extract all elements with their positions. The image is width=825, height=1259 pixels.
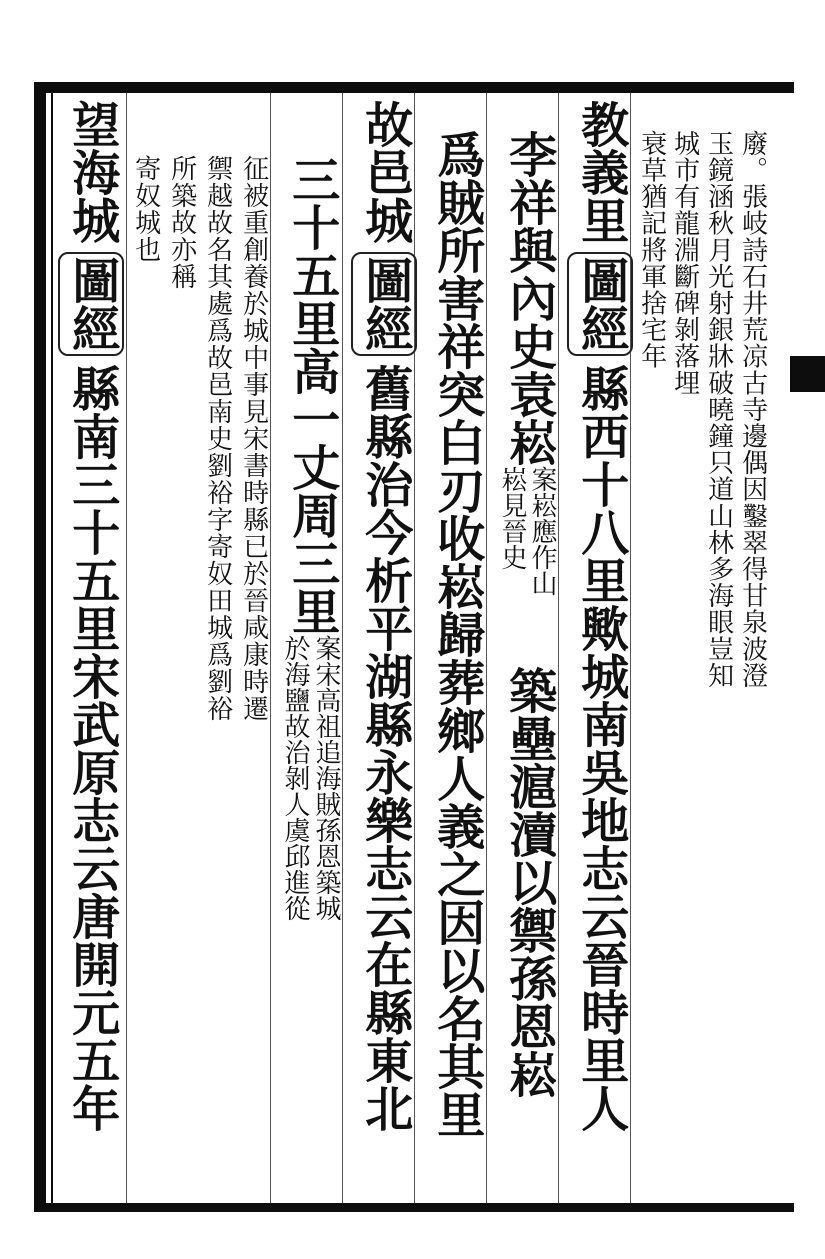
column-rule [342, 93, 343, 1203]
text-column-4 [634, 130, 668, 369]
source-bracket: 圖經 [58, 252, 124, 356]
source-bracket: 圖經 [567, 252, 633, 356]
text-column-5 [570, 100, 630, 1132]
annotation-right: 案宋高祖追海賊孫恩築城 [311, 635, 341, 921]
page-border-top [34, 82, 794, 93]
annotation-pair [280, 635, 342, 921]
column-text: 三十五里高一丈周三里 [283, 155, 340, 635]
annotation-left: 崧見晉史 [497, 466, 527, 570]
column-text: 築壘滬瀆以禦孫恩崧 [500, 666, 557, 1098]
text-column-2 [701, 130, 735, 689]
column-rule [270, 93, 271, 1203]
column-text: 爲賊所害祥突白刃收崧歸葬鄉人義之因以名其里 [428, 130, 485, 1138]
column-text: 縣南三十五里宋武原志云唐開元五年 [63, 364, 120, 1132]
column-text: 李祥與內史袁崧 [500, 130, 557, 466]
entry-heading: 教義里 [572, 100, 629, 244]
column-text: 舊縣治今析平湖縣永樂志云在縣東北 [356, 364, 413, 1132]
text-column-10 [236, 155, 270, 722]
text-column-8 [354, 100, 414, 1132]
entry-heading: 望海城 [63, 100, 120, 244]
page-border-bottom [34, 1203, 794, 1212]
entry-heading: 故邑城 [356, 100, 413, 244]
column-text: 玉鏡涵秋月光射銀牀破曉鐘只道山林多海眼豈知 [703, 130, 734, 689]
column-text: 衰草猶記將軍捨宅年 [636, 130, 667, 370]
page-border-left-inner [51, 93, 53, 1203]
text-column-14 [60, 100, 122, 1132]
text-column-6 [498, 130, 558, 1098]
column-text: 征被重創養於城中事見宋書時縣已於晉咸康時遷 [238, 155, 269, 722]
fish-tail-mark [790, 356, 825, 392]
text-column-7 [426, 130, 486, 1138]
text-column-9 [280, 155, 342, 921]
text-column-11 [200, 155, 234, 722]
text-column-1 [735, 130, 769, 689]
annotation-right: 案崧應作山 [527, 466, 557, 596]
column-text: 縣西十八里歟城南吳地志云晉時里人 [572, 364, 629, 1132]
column-text: 所築故亦稱 [166, 155, 197, 290]
text-column-13 [128, 155, 162, 263]
column-text: 禦越故名其處爲故邑南史劉裕字寄奴田城爲劉裕 [202, 155, 233, 722]
page-border-left [34, 82, 46, 1212]
annotation-pair [498, 466, 558, 666]
column-text: 城市有龍淵斷碑剝落埋 [669, 130, 700, 396]
column-text: 廢。張岐詩石井荒凉古寺邊偶因鑿翠得甘泉波澄 [737, 130, 768, 689]
annotation-left: 於海鹽故治剝人虞邱進從 [280, 635, 310, 921]
column-rule [126, 93, 127, 1203]
text-column-12 [164, 155, 198, 290]
column-text: 寄奴城也 [130, 155, 161, 263]
source-bracket: 圖經 [351, 252, 417, 356]
text-column-3 [667, 130, 701, 396]
